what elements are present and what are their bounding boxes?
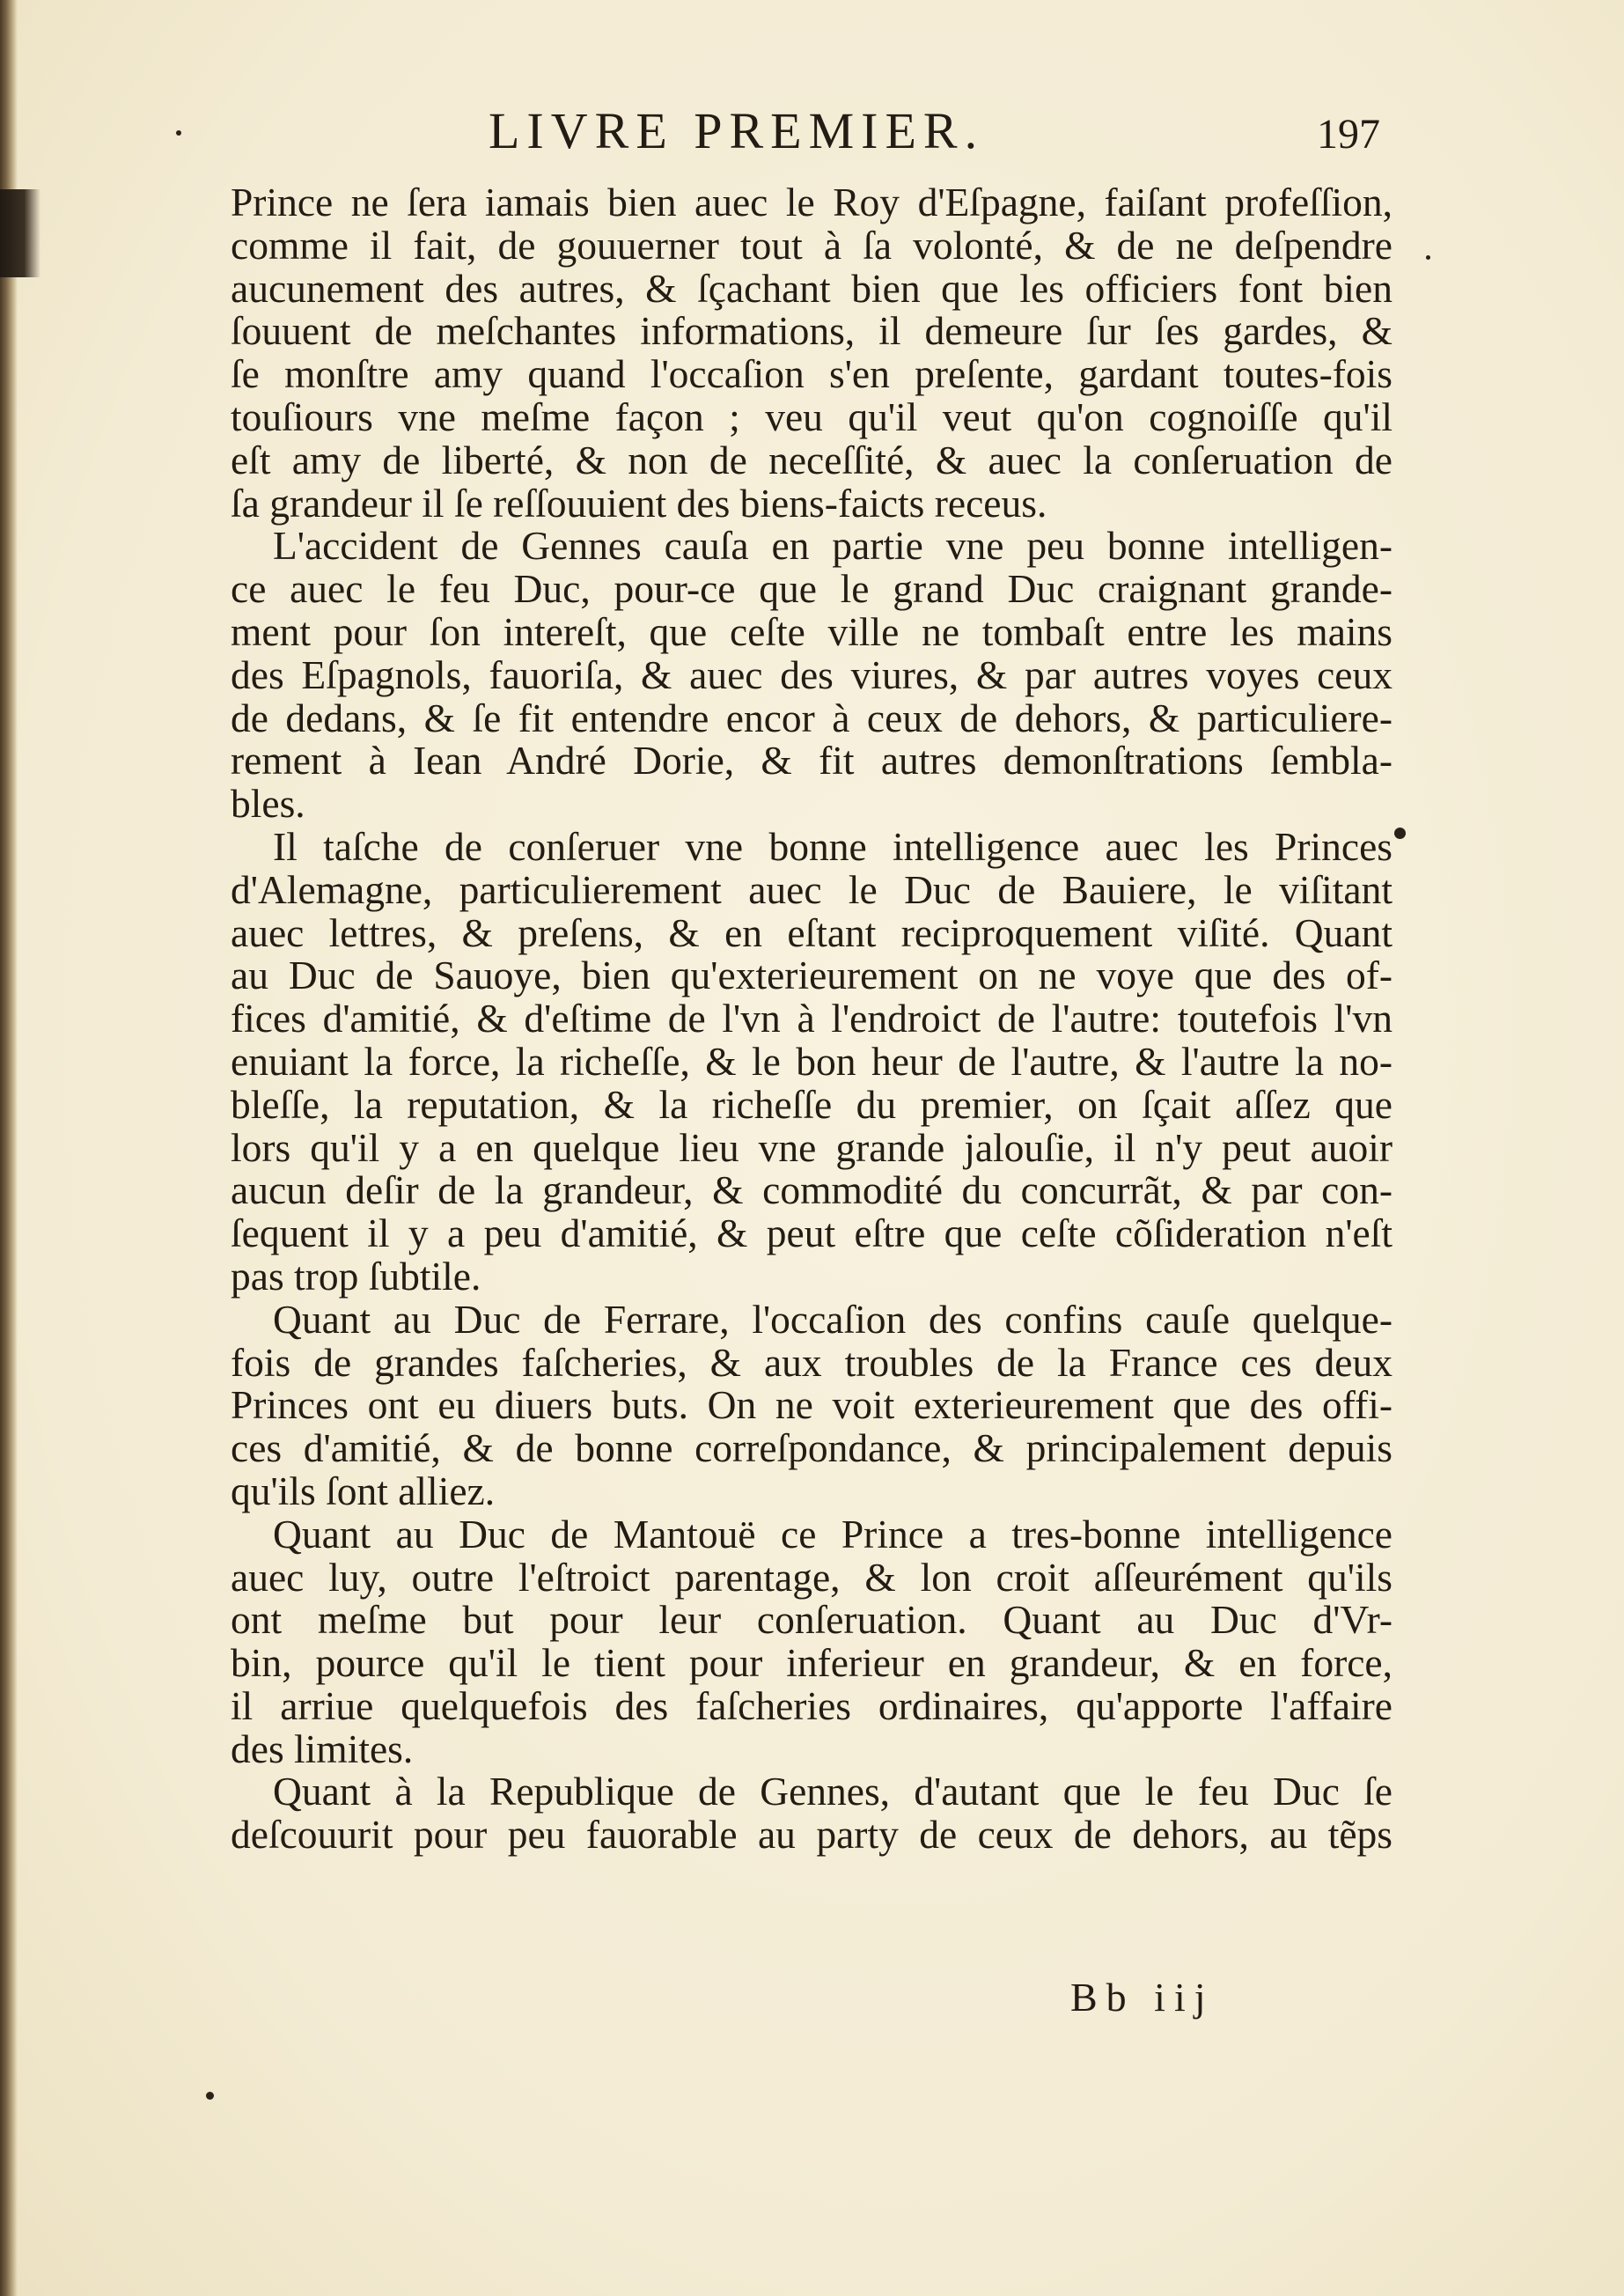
text-line: pas trop ſubtile. <box>231 1253 481 1299</box>
ink-speck <box>176 130 181 136</box>
text-line: ce auec le feu Duc, pour-ce que le grand Duc craignant grande- <box>231 566 1393 612</box>
text-line: ment pour ſon intereſt, que ceſte ville ne tombaſt entre les mains <box>231 608 1393 654</box>
text-line: Princes ont eu diuers buts. On ne voit exterieurement que des offi- <box>231 1382 1393 1428</box>
text-line: ſe monſtre amy quand l'occaſion s'en preſente, gardant toutes-fois <box>231 351 1393 397</box>
text-line: L'accident de Gennes cauſa en partie vne peu bonne intelligen- <box>273 523 1393 569</box>
body-text <box>231 181 1393 1857</box>
ink-speck <box>1426 255 1430 260</box>
text-line: Quant au Duc de Mantouë ce Prince a tres-bonne intelligence <box>273 1511 1393 1556</box>
text-line: il arriue quelquefois des faſcheries ordinaires, qu'apporte l'affaire <box>231 1682 1393 1728</box>
text-line: auec lettres, & preſens, & en eſtant reciproquement viſité. Quant <box>231 909 1393 955</box>
ink-speck <box>1394 828 1406 839</box>
text-line: ſequent il y a peu d'amitié, & peut eſtre que ceſte cõſideration n'eſt <box>231 1211 1393 1256</box>
text-line: comme il fait, de gouuerner tout à ſa volonté, & de ne deſpendre <box>231 222 1393 268</box>
text-line: de dedans, & ſe fit entendre encor à ceux de dehors, & particuliere- <box>231 695 1393 740</box>
binding-tab-mark <box>0 189 40 277</box>
text-line: au Duc de Sauoye, bien qu'exterieurement on ne voye que des of- <box>231 953 1393 998</box>
text-line: Prince ne ſera iamais bien auec le Roy d'Eſpagne, faiſant profeſſion, <box>231 180 1393 224</box>
page-number: 197 <box>1317 111 1380 158</box>
text-line: rement à Iean André Dorie, & fit autres demonſtrations ſembla- <box>231 738 1393 784</box>
text-line: des Eſpagnols, fauoriſa, & auec des viures, & par autres voyes ceux <box>231 651 1393 697</box>
text-line: touſiours vne meſme façon ; veu qu'il veut qu'on cognoiſſe qu'il <box>231 394 1393 439</box>
text-line: aucun deſir de la grandeur, & commodité du concurrãt, & par con- <box>231 1167 1393 1213</box>
text-line: eſt amy de liberté, & non de neceſſité, & auec la conſeruation de <box>231 437 1393 482</box>
text-line: Il taſche de conſeruer vne bonne intelligence auec les Princes <box>273 823 1393 869</box>
text-line: qu'ils ſont alliez. <box>231 1468 496 1513</box>
text-line: fois de grandes faſcheries, & aux troubles de la France ces deux <box>231 1339 1393 1385</box>
text-line: ſouuent de meſchantes informations, il demeure ſur ſes gardes, & <box>231 308 1393 354</box>
running-title: LIVRE PREMIER. <box>489 102 985 159</box>
text-line: d'Alemagne, particulierement auec le Duc de Bauiere, le viſitant <box>231 866 1393 912</box>
text-line: des limites. <box>231 1726 414 1771</box>
text-line: fices d'amitié, & d'eſtime de l'vn à l'endroict de l'autre: toutefois l'vn <box>231 996 1393 1041</box>
page-binding-edge <box>0 0 18 2296</box>
text-line: bleſſe, la reputation, & la richeſſe du premier, on ſçait aſſez que <box>231 1081 1393 1127</box>
text-line: deſcouurit pour peu fauorable au party de ceux de dehors, au tẽps <box>231 1812 1393 1858</box>
ink-speck <box>206 2092 214 2100</box>
signature-mark: Bb iij <box>1070 1975 1215 2020</box>
text-line: aucunement des autres, & ſçachant bien que les officiers font bien <box>231 265 1393 311</box>
text-line: auec luy, outre l'eſtroict parentage, & lon croit aſſeurément qu'ils <box>231 1554 1393 1600</box>
page-header <box>0 84 1624 180</box>
text-line: bin, pource qu'il le tient pour inferieur en grandeur, & en force, <box>231 1640 1393 1686</box>
text-line: ces d'amitié, & de bonne correſpondance, & principalement depuis <box>231 1425 1393 1471</box>
text-line: bles. <box>231 781 305 827</box>
text-line: Quant au Duc de Ferrare, l'occaſion des confins cauſe quelque- <box>273 1296 1393 1342</box>
text-line: lors qu'il y a en quelque lieu vne grande jalouſie, il n'y peut auoir <box>231 1124 1393 1170</box>
text-line: ont meſme but pour leur conſeruation. Quant au Duc d'Vr- <box>231 1597 1393 1643</box>
text-line: enuiant la force, la richeſſe, & le bon heur de l'autre, & l'autre la no- <box>231 1038 1393 1084</box>
text-line: ſa grandeur il ſe reſſouuient des biens-faicts receus. <box>231 480 1047 526</box>
text-line: Quant à la Republique de Gennes, d'autant que le feu Duc ſe <box>273 1769 1393 1814</box>
